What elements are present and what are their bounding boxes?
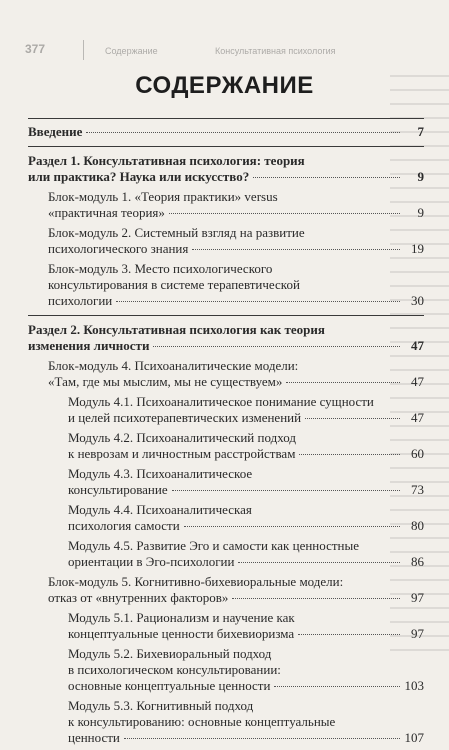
toc-entry-line <box>28 338 424 354</box>
dot-leader <box>274 686 400 687</box>
section-divider <box>28 315 424 316</box>
toc-section-entry[interactable] <box>28 124 424 140</box>
toc-page-number: 47 <box>411 374 424 389</box>
dot-leader <box>172 490 400 491</box>
toc-entry[interactable] <box>28 502 424 534</box>
toc-entry-text: изменения личности <box>28 338 150 353</box>
page-title: СОДЕРЖАНИЕ <box>135 72 314 99</box>
toc-entry-line <box>68 466 424 482</box>
toc-entry-line <box>48 277 424 293</box>
toc-entry-text: консультирование <box>68 482 168 497</box>
toc-entry-line <box>68 626 424 642</box>
toc-entry-text: и целей психотерапевтических изменений <box>68 410 302 425</box>
toc-entry-text: основные концептуальные ценности <box>68 678 271 693</box>
dot-leader <box>86 132 400 133</box>
toc-entry-text: Блок-модуль 2. Системный взгляд на развитие <box>48 225 305 240</box>
toc-entry[interactable] <box>28 189 424 221</box>
toc-entry-line <box>48 261 424 277</box>
toc-entry-line <box>68 698 424 714</box>
toc-entry-text: психология самости <box>68 518 180 533</box>
toc-entry-text: «практичная теория» <box>48 205 165 220</box>
toc-page-number: 107 <box>404 730 424 745</box>
toc-entry[interactable] <box>28 538 424 570</box>
toc-entry[interactable] <box>28 646 424 694</box>
toc-entry-line <box>68 430 424 446</box>
toc-page-number: 47 <box>411 410 424 425</box>
toc-entry-line <box>68 482 424 498</box>
toc-entry-line <box>48 189 424 205</box>
toc-entry-text: психологии <box>48 293 113 308</box>
toc-entry-text: к консультированию: основные концептуальные <box>68 714 336 729</box>
toc-entry-text: Модуль 5.1. Рационализм и научение как <box>68 610 295 625</box>
toc-entry-line <box>68 678 424 694</box>
dot-leader <box>124 738 400 739</box>
toc-entry[interactable] <box>28 358 424 390</box>
header-page-number: 377 <box>25 42 46 56</box>
toc-entry-line <box>28 322 424 338</box>
toc-entry-line <box>48 241 424 257</box>
toc-entry[interactable] <box>28 225 424 257</box>
toc-entry-text: Раздел 1. Консультативная психология: теория <box>28 153 305 168</box>
toc-entry-line <box>68 662 424 678</box>
toc-entry-line <box>48 374 424 390</box>
toc-entry-line <box>48 358 424 374</box>
toc-entry-line <box>68 502 424 518</box>
toc-entry-line <box>48 205 424 221</box>
header-running-text-right: Консультативная психология <box>215 46 336 56</box>
dot-leader <box>299 454 400 455</box>
toc-entry[interactable] <box>28 610 424 642</box>
toc-page-number: 103 <box>404 678 424 693</box>
toc-entry-text: Раздел 2. Консультативная психология как теория <box>28 322 325 337</box>
toc-entry-line <box>68 610 424 626</box>
running-header <box>25 40 439 68</box>
toc-page-number: 97 <box>411 590 424 605</box>
dot-leader <box>298 634 400 635</box>
section-divider <box>28 146 424 147</box>
dot-leader <box>153 346 400 347</box>
toc-entry-line <box>68 538 424 554</box>
toc-section-entry[interactable] <box>28 153 424 185</box>
toc-entry-line <box>28 169 424 185</box>
toc-entry[interactable] <box>28 430 424 462</box>
toc-entry-line <box>48 574 424 590</box>
toc-entry-line <box>68 446 424 462</box>
toc-entry-line <box>68 394 424 410</box>
toc-entry-text: Модуль 5.2. Бихевиоральный подход <box>68 646 272 661</box>
toc-entry-text: ориентации в Эго-психологии <box>68 554 235 569</box>
toc-entry-line <box>68 646 424 662</box>
toc-entry-text: Блок-модуль 4. Психоаналитические модели: <box>48 358 299 373</box>
toc-entry-text: к неврозам и личностным расстройствам <box>68 446 296 461</box>
toc-entry-line <box>68 410 424 426</box>
toc-section-entry[interactable] <box>28 322 424 354</box>
toc-entry-text: Введение <box>28 124 83 139</box>
toc-entry-text: Модуль 4.1. Психоаналитическое понимание сущности <box>68 394 374 409</box>
toc-entry-text: ценности <box>68 730 120 745</box>
toc-entry-text: Модуль 5.3. Когнитивный подход <box>68 698 254 713</box>
toc-page-number: 80 <box>411 518 424 533</box>
toc-entry-text: Модуль 4.3. Психоаналитическое <box>68 466 253 481</box>
toc-page-number: 86 <box>411 554 424 569</box>
toc-top-rule <box>28 118 424 119</box>
toc-entry-text: Модуль 4.5. Развитие Эго и самости как ценностные <box>68 538 359 553</box>
toc-entry-line <box>68 714 424 730</box>
toc-entry-text: отказ от «внутренних факторов» <box>48 590 229 605</box>
toc-entry[interactable] <box>28 698 424 746</box>
toc-entry[interactable] <box>28 466 424 498</box>
dot-leader <box>232 598 400 599</box>
toc-entry-line <box>48 590 424 606</box>
header-running-text-left: Содержание <box>105 46 158 56</box>
toc-entry[interactable] <box>28 574 424 606</box>
toc-entry[interactable] <box>28 394 424 426</box>
toc-entry-text: консультирования в системе терапевтической <box>48 277 300 292</box>
dot-leader <box>116 301 400 302</box>
dot-leader <box>192 249 400 250</box>
toc-page-number: 47 <box>411 338 424 353</box>
toc-entry-line <box>68 518 424 534</box>
toc-page-number: 30 <box>411 293 424 308</box>
toc-page-number: 7 <box>417 124 424 139</box>
header-separator <box>83 40 84 60</box>
toc-entry-text: «Там, где мы мыслим, мы не существуем» <box>48 374 283 389</box>
dot-leader <box>184 526 400 527</box>
toc-entry-text: концептуальные ценности бихевиоризма <box>68 626 295 641</box>
toc-entry-text: Модуль 4.2. Психоаналитический подход <box>68 430 296 445</box>
toc-entry-text: в психологическом консультировании: <box>68 662 281 677</box>
toc-entry-text: Блок-модуль 5. Когнитивно-бихевиоральные модели: <box>48 574 344 589</box>
toc-entry-text: Модуль 4.4. Психоаналитическая <box>68 502 252 517</box>
toc-entry-text: или практика? Наука или искусство? <box>28 169 250 184</box>
toc-entry-line <box>68 730 424 746</box>
toc-entry-line <box>68 554 424 570</box>
toc-entry-text: Блок-модуль 1. «Теория практики» versus <box>48 189 278 204</box>
toc-entry-line <box>28 124 424 140</box>
dot-leader <box>238 562 400 563</box>
toc-entry-text: Блок-модуль 3. Место психологического <box>48 261 273 276</box>
toc-entry-line <box>48 225 424 241</box>
toc-entry-line <box>28 153 424 169</box>
dot-leader <box>169 213 400 214</box>
toc-page-number: 60 <box>411 446 424 461</box>
dot-leader <box>253 177 400 178</box>
toc-entry[interactable] <box>28 261 424 309</box>
dot-leader <box>286 382 400 383</box>
toc-entry-text: психологического знания <box>48 241 189 256</box>
toc-page-number: 19 <box>411 241 424 256</box>
toc-page-number: 9 <box>417 205 424 220</box>
toc-page-number: 9 <box>417 169 424 184</box>
toc-page-number: 73 <box>411 482 424 497</box>
toc-page-number: 97 <box>411 626 424 641</box>
table-of-contents <box>28 118 424 750</box>
dot-leader <box>305 418 400 419</box>
toc-entry-line <box>48 293 424 309</box>
